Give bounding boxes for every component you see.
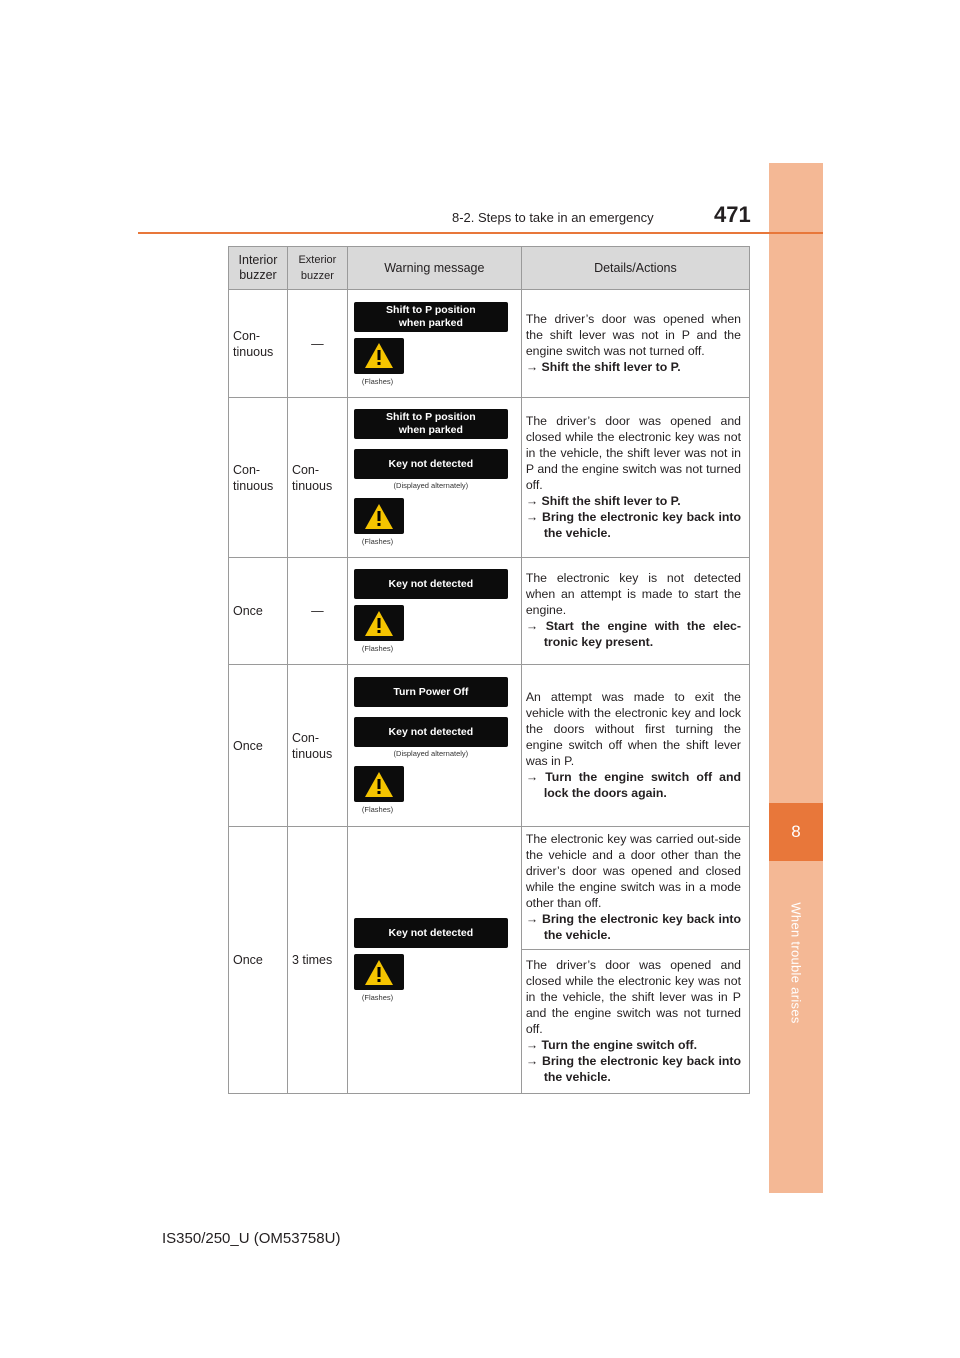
column-header-details-actions: Details/Actions [521,247,749,290]
message-display: Shift to P position when parked [354,409,508,439]
interior-buzzer-value: Once [233,604,263,618]
interior-buzzer-cell [229,665,288,827]
message-display: Key not detected [354,569,508,599]
warning-light [354,954,404,990]
exterior-buzzer-cell [287,558,347,665]
action-text: → Shift the shift lever to P. [525,493,681,508]
exterior-buzzer-cell [287,827,347,1094]
table-row [229,398,750,558]
manual-footer: IS350/250_U (OM53758U) [162,1230,341,1247]
flash-note: (Flashes) [361,805,394,814]
table-row [229,290,750,398]
details-cell [521,398,749,558]
exterior-buzzer-cell [287,665,347,827]
alternate-note: (Displayed alternately) [393,749,469,758]
warning-message-cell [347,665,521,827]
table-row [229,558,750,665]
page-number: 471 [714,202,751,227]
action-text: → Turn the engine switch off. [525,1037,698,1052]
details-text: The electronic key is not detected when an attempt is made to start the engine. [525,571,741,617]
details-cell [521,558,749,665]
interior-buzzer-value: Once [233,738,263,753]
interior-buzzer-cell [229,827,288,1094]
message-display: Key not detected [354,717,508,747]
interior-buzzer-cell [229,290,288,398]
warning-message-cell [347,290,521,398]
warning-triangle-icon [364,771,394,798]
exterior-buzzer-label: Exterior buzzer [298,254,337,282]
exterior-buzzer-value: Con- tinuous [291,730,333,761]
warning-message-cell [347,398,521,558]
interior-buzzer-cell [229,398,288,558]
chapter-number: 8 [769,803,823,861]
table-row [229,665,750,827]
details-text: The electronic key was carried out-side the vehicle and a door other than the driver’s door was opened and closed while the engine switch was in a mode other than off. [525,832,741,910]
details-cell [521,665,749,827]
column-header-exterior-buzzer [287,247,347,290]
details-cell [521,290,749,398]
details-cell [521,950,749,1094]
message-display: Shift to P position when parked [354,302,508,332]
warning-table [228,246,750,1094]
exterior-buzzer-cell [287,290,347,398]
details-text: The driver’s door was opened and closed while the electronic key was not in the vehicle, the shift lever was in P and the engine switch was not turned off. [525,957,741,1036]
exterior-buzzer-value: — [311,336,324,351]
table-header-row [229,247,750,290]
exterior-buzzer-value: Con- tinuous [291,462,333,493]
message-display: Key not detected [354,449,508,479]
action-text: → Bring the electronic key back into the vehicle. [525,509,741,540]
action-text: → Shift the shift lever to P. [525,359,681,374]
header-divider [138,232,823,234]
interior-buzzer-value: Once [233,953,263,967]
message-display: Turn Power Off [354,677,508,707]
flash-note: (Flashes) [361,376,394,386]
warning-message-cell [347,558,521,665]
warning-light [354,605,404,641]
column-header-interior-buzzer: Interior buzzer [229,247,288,290]
warning-message-cell [347,827,521,1094]
chapter-side-tab [769,163,823,1193]
action-text: → Bring the electronic key back into the vehicle. [525,912,741,942]
chapter-title: When trouble arises [788,902,804,1024]
alternate-note: (Displayed alternately) [393,481,469,490]
interior-buzzer-value: Con- tinuous [233,462,274,493]
warning-triangle-icon [364,503,394,530]
exterior-buzzer-cell [287,398,347,558]
warning-light [354,766,404,802]
details-text: An attempt was made to exit the vehicle with the electronic key and lock the doors without first turning the engine switch off when the shift lever was in P. [525,689,741,768]
action-text: → Turn the engine switch off and lock the doors again. [525,769,741,800]
details-cell [521,827,749,950]
exterior-buzzer-value: — [311,604,324,618]
action-text: → Start the engine with the elec-tronic key present. [525,619,741,649]
flash-note: (Flashes) [361,644,394,653]
warning-light [354,498,404,534]
column-header-warning-message: Warning message [347,247,521,290]
details-text: The driver’s door was opened when the shift lever was not in P and the engine switch was not turned off. [525,311,741,358]
section-title: 8-2. Steps to take in an emergency [452,210,654,225]
flash-note: (Flashes) [361,993,394,1002]
interior-buzzer-cell [229,558,288,665]
action-text: → Bring the electronic key back into the vehicle. [525,1053,741,1084]
warning-triangle-icon [364,959,394,986]
message-display: Key not detected [354,918,508,948]
warning-triangle-icon [364,342,394,369]
table-row [229,827,750,950]
warning-triangle-icon [364,610,394,637]
warning-light [354,338,404,374]
exterior-buzzer-value: 3 times [291,953,333,967]
details-text: The driver’s door was opened and closed while the electronic key was not in the vehicle, the shift lever was not in P and the engine switch was not turned off. [525,413,741,492]
interior-buzzer-value: Con- tinuous [233,328,274,359]
flash-note: (Flashes) [361,537,394,546]
